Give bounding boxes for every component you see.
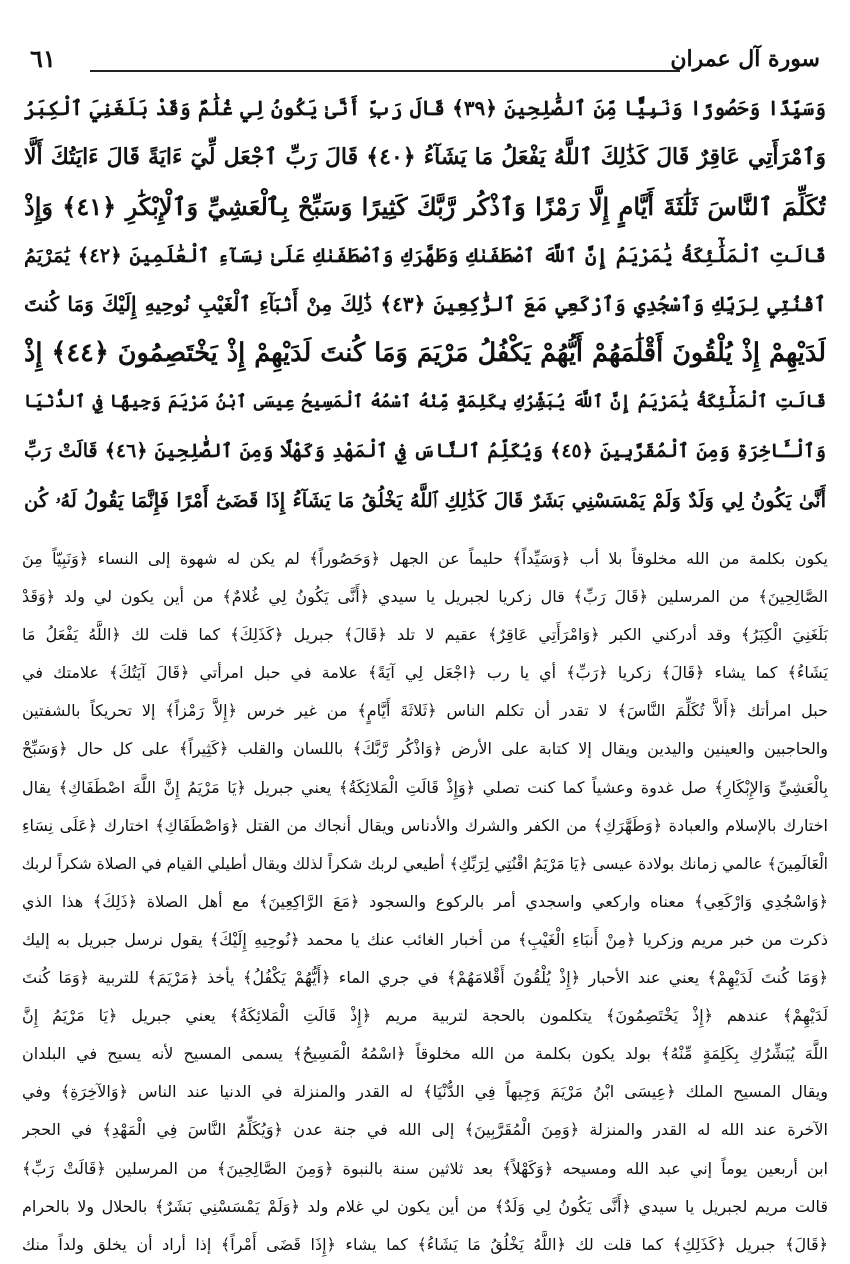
page-header (20, 44, 830, 78)
surah-title: سورة آل عمران (670, 46, 820, 72)
tafsir-line: يَشَاءُ﴾ كما يشاء ﴿قَالَ﴾ زكريا ﴿رَبِّ﴾ أي يا رب ﴿اجْعَل لِي آيَةً﴾ علامة في حبل امرأتي ﴿قَالَ آيَتُكَ﴾ علامتك في (22, 663, 828, 683)
page-number: ٦١ (30, 44, 56, 73)
quran-line: لَدَيْهِمْ إِذْ يُلْقُونَ أَقْلَٰمَهُمْ أَيُّهُمْ يَكْفُلُ مَرْيَمَ وَمَا كُنتَ لَدَيْهِمْ إِذْ يَخْتَصِمُونَ ﴿٤٤﴾ إِذْ (24, 338, 826, 368)
tafsir-line: الْعَالَمِينَ﴾ عالمي زمانك بولادة عيسى ﴿يَا مَرْيَمُ اقْنُتِي لِرَبِّكِ﴾ أطيعي لربك شكراً لذلك ويقال أطيلي القيام في الصلاة شكراً لربك (22, 854, 828, 873)
quran-line: تُكَلِّمَ ٱلنَّاسَ ثَلَٰثَةَ أَيَّامٍ إِلَّا رَمْزًا وَٱذْكُر رَّبَّكَ كَثِيرًا وَسَبِّحْ بِٱلْعَشِيِّ وَٱلْإِبْكَٰرِ ﴿٤١﴾ وَإِذْ (24, 192, 826, 221)
quran-line: ٱقْنُتِي لِرَبِّكِ وَٱسْجُدِي وَٱرْكَعِي مَعَ ٱلرَّٰكِعِينَ ﴿٤٣﴾ ذَٰلِكَ مِنْ أَنۢبَآءِ ٱلْغَيْبِ نُوحِيهِ إِلَيْكَ وَمَا كُنتَ (24, 292, 826, 316)
header-rule (90, 70, 680, 72)
tafsir-line: لَدَيْهِمْ﴾ عندهم ﴿إِذْ يَخْتَصِمُونَ﴾ يتكلمون بالحجة لتربية مريم ﴿إِذْ قَالَتِ الْمَلائِكَةُ﴾ يعني جبريل ﴿يَا مَرْيَمُ إِنَّ (22, 1006, 828, 1026)
tafsir-line: يكون بكلمة من الله مخلوقاً بلا أب ﴿وَسَيِّداً﴾ حليماً عن الجهل ﴿وَحَصُوراً﴾ لم يكن له شهوة إلى النساء ﴿وَنَبِيّاً مِنَ (22, 549, 828, 568)
quran-line: قَالَتِ ٱلْمَلَٰٓئِكَةُ يَٰمَرْيَمُ إِنَّ ٱللَّهَ ٱصْطَفَىٰكِ وَطَهَّرَكِ وَٱصْطَفَىٰكِ عَلَىٰ نِسَآءِ ٱلْعَٰلَمِينَ ﴿٤٢﴾ يَٰمَرْيَمُ (24, 244, 826, 267)
tafsir-line: ﴿قَالَ﴾ جبريل ﴿كَذَلِكِ﴾ كما قلت لك ﴿اللَّهُ يَخْلُقُ مَا يَشَاءُ﴾ كما يشاء ﴿إِذَا قَضَى أَمْراً﴾ إذا أراد أن يخلق ولداً منك (22, 1234, 828, 1254)
tafsir-text-block (22, 540, 828, 1264)
quran-line: قَالَتِ ٱلْمَلَٰٓئِكَةُ يَٰمَرْيَمُ إِنَّ ٱللَّهَ يُبَشِّرُكِ بِكَلِمَةٍ مِّنْهُ ٱسْمُهُ ٱلْمَسِيحُ عِيسَى ٱبْنُ مَرْيَمَ وَجِيهًا فِي ٱلدُّنْيَا (24, 392, 826, 412)
quran-line: وَٱمْرَأَتِي عَاقِرٌ قَالَ كَذَٰلِكَ ٱللَّهُ يَفْعَلُ مَا يَشَآءُ ﴿٤٠﴾ قَالَ رَبِّ ٱجْعَل لِّيٓ ءَايَةً قَالَ ءَايَتُكَ أَلَّا (24, 144, 826, 170)
tafsir-line: ذكرت من خبر مريم وزكريا ﴿مِنْ أَنبَاءِ الْغَيْبِ﴾ من أخبار الغائب عنك يا محمد ﴿نُوحِيهِ إِلَيْكَ﴾ يقول نرسل جبريل به إليك (22, 929, 828, 949)
quran-text-block (24, 84, 826, 525)
tafsir-line: بَلَغَنِيَ الْكِبَرُ﴾ وقد أدركني الكبر ﴿وَامْرَأَتِي عَاقِرٌ﴾ عقيم لا تلد ﴿قَالَ﴾ جبريل ﴿كَذَلِكَ﴾ كما قلت لك ﴿اللَّهُ يَفْعَلُ مَا (22, 625, 828, 645)
tafsir-line: الصَّالِحِينَ﴾ من المرسلين ﴿قَالَ رَبِّ﴾ قال زكريا لجبريل يا سيدي ﴿أَنَّى يَكُونُ لِي غُلامٌ﴾ من أين يكون لي ولد ﴿وَقَدْ (22, 587, 828, 607)
tafsir-line: ابن أربعين يوماً إني عبد الله ومسيحه ﴿وَكَهْلاً﴾ بعد ثلاثين سنة بالنبوة ﴿وَمِنَ الصَّالِحِينَ﴾ من المرسلين ﴿قَالَتْ رَبِّ﴾ (22, 1158, 828, 1178)
tafsir-line: اختارك بالإسلام والعبادة ﴿وَطَهَّرَكِ﴾ من الكفر والشرك والأدناس ويقال أنجاك من القتل ﴿وَاصْطَفَاكِ﴾ اختارك ﴿عَلَى نِسَاءِ (22, 815, 828, 835)
tafsir-line: حبل امرأتك ﴿أَلاَّ تُكَلِّمَ النَّاسَ﴾ لا تقدر أن تكلم الناس ﴿ثَلاثَةَ أَيَّامٍ﴾ من غير خرس ﴿إِلاَّ رَمْزاً﴾ إلا تحريكاً بالشفتين (22, 701, 828, 721)
quran-line: أَنَّىٰ يَكُونُ لِي وَلَدٌ وَلَمْ يَمْسَسْنِي بَشَرٌ قَالَ كَذَٰلِكِ ٱللَّهُ يَخْلُقُ مَا يَشَآءُ إِذَا قَضَىٰٓ أَمْرًا فَإِنَّمَا يَقُولُ لَهُۥ كُن (24, 489, 826, 512)
tafsir-line: ﴿وَاسْجُدِي وَارْكَعِي﴾ معناه واركعي واسجدي أمر بالركوع والسجود ﴿مَعَ الرَّاكِعِينَ﴾ مع أهل الصلاة ﴿ذَلِكَ﴾ هذا الذي (22, 891, 828, 911)
tafsir-line: والحاجبين والعينين واليدين ويقال إلا كتابة على الأرض ﴿وَاذْكُر رَّبَّكَ﴾ باللسان والقلب ﴿كَثِيراً﴾ على كل حال ﴿وَسَبِّحْ (22, 739, 828, 759)
tafsir-line: ويقال المسيح الملك ﴿عِيسَى ابْنُ مَرْيَمَ وَجِيهاً فِي الدُّنْيَا﴾ له القدر والمنزلة في الدنيا عند الناس ﴿وَالآخِرَةِ﴾ وفي (22, 1082, 828, 1102)
quran-line: وَسَيِّدًا وَحَصُورًا وَنَبِيًّا مِّنَ ٱلصَّٰلِحِينَ ﴿٣٩﴾ قَالَ رَبِّ أَنَّىٰ يَكُونُ لِي غُلَٰمٌ وَقَدْ بَلَغَنِيَ ٱلْكِبَرُ (24, 96, 826, 120)
quran-line: وَٱلْـَٔاخِرَةِ وَمِنَ ٱلْمُقَرَّبِينَ ﴿٤٥﴾ وَيُكَلِّمُ ٱلنَّاسَ فِي ٱلْمَهْدِ وَكَهْلًا وَمِنَ ٱلصَّٰلِحِينَ ﴿٤٦﴾ قَالَتْ رَبِّ (24, 440, 826, 462)
tafsir-line: قالت مريم لجبريل يا سيدي ﴿أَنَّى يَكُونُ لِي وَلَدٌ﴾ من أين يكون لي غلام ولد ﴿وَلَمْ يَمْسَسْنِي بَشَرٌ﴾ بالحلال ولا بالحرام (22, 1196, 828, 1216)
tafsir-line: بِالْعَشِيِّ وَالإِبْكَارِ﴾ صل غدوة وعشياً كما كنت تصلي ﴿وَإِذْ قَالَتِ الْمَلائِكَةُ﴾ يعني جبريل ﴿يَا مَرْيَمُ إِنَّ اللَّهَ اصْطَفَاكِ﴾ يقال (22, 777, 828, 797)
tafsir-line: الآخرة عند الله له القدر والمنزلة ﴿وَمِنَ الْمُقَرَّبِينَ﴾ إلى الله في جنة عدن ﴿وَيُكَلِّمُ النَّاسَ فِي الْمَهْدِ﴾ في الحجر (22, 1120, 828, 1140)
tafsir-line: ﴿وَمَا كُنتَ لَدَيْهِمْ﴾ يعني عند الأحبار ﴿إِذْ يُلْقُونَ أَقْلامَهُمْ﴾ في جري الماء ﴿أَيُّهُمْ يَكْفُلُ﴾ يأخذ ﴿مَرْيَمَ﴾ للتربية ﴿وَمَا كُنتَ (22, 968, 828, 988)
tafsir-line: اللَّهَ يُبَشِّرُكِ بِكَلِمَةٍ مِّنْهُ﴾ بولد يكون بكلمة من الله مخلوقاً ﴿اسْمُهُ الْمَسِيحُ﴾ يسمى المسيح لأنه يسيح في البلدان (22, 1044, 828, 1064)
